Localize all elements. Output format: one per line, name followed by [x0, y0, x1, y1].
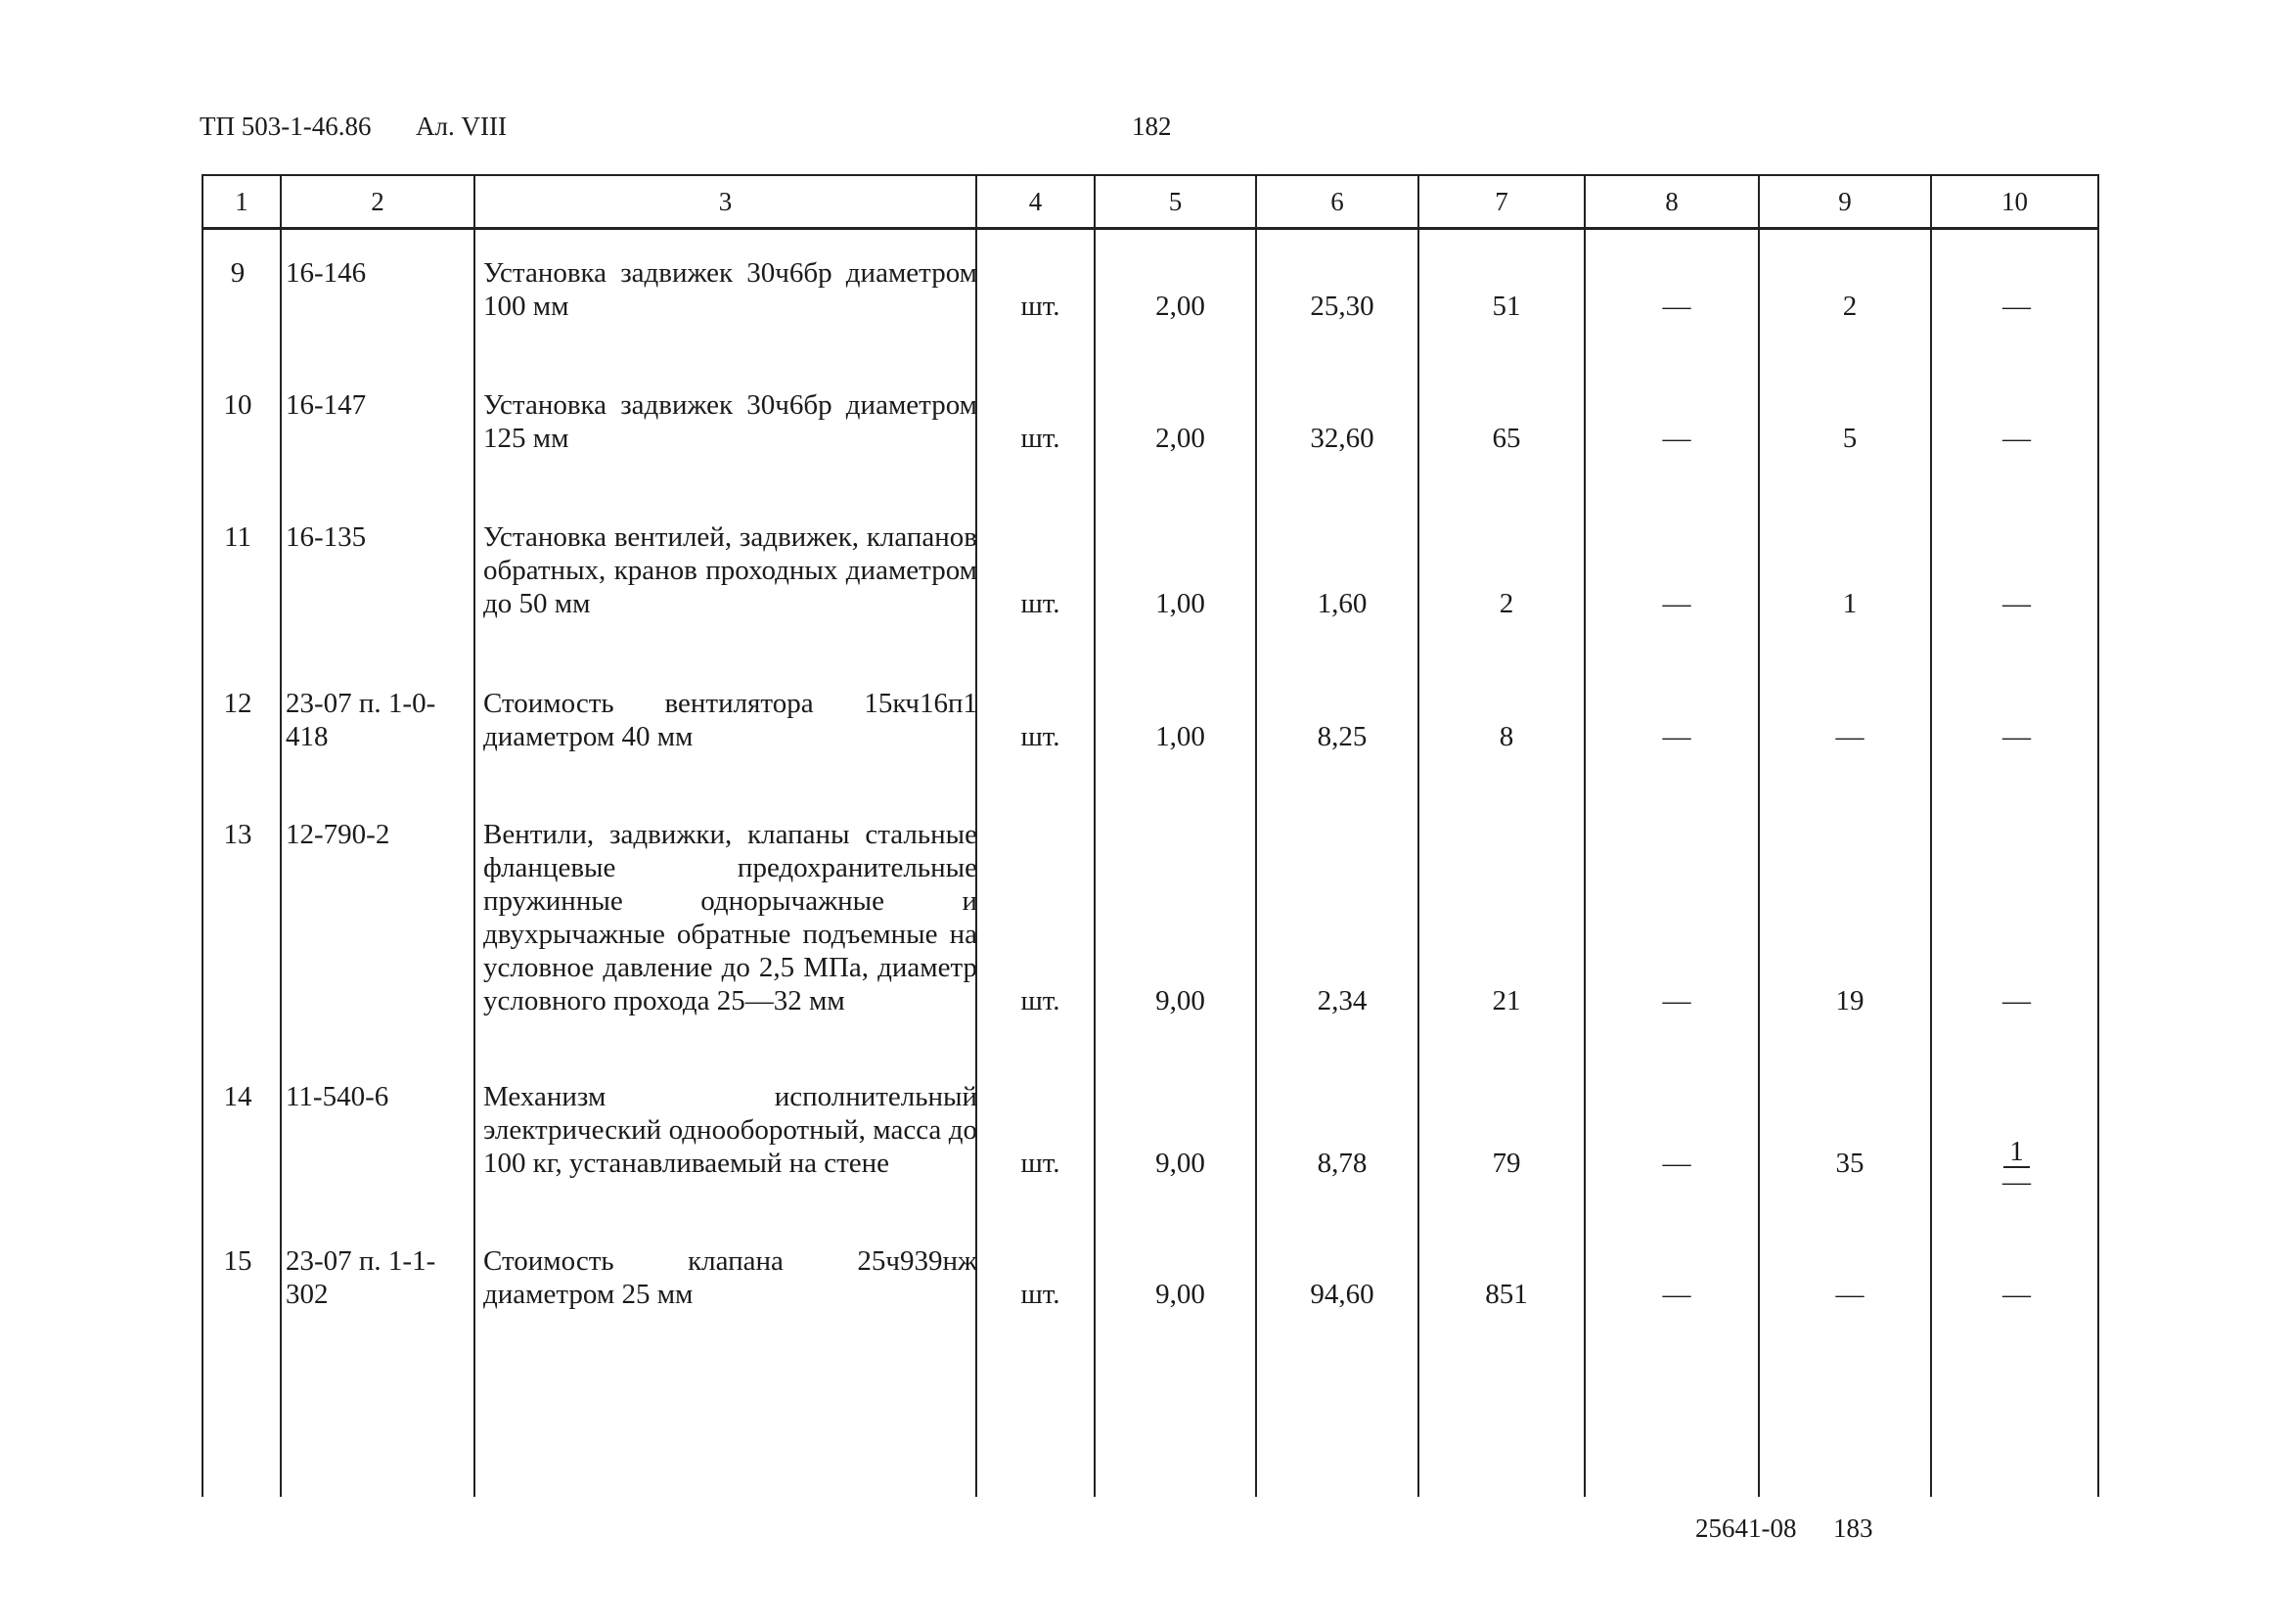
work-description: Установка задвижек 30ч6бр диаметром 100 мм [483, 257, 977, 322]
unit: шт. [1020, 588, 1060, 619]
quantity: 1,00 [1155, 588, 1205, 619]
column-header-row [202, 175, 2098, 229]
quantity: 9,00 [1155, 985, 1205, 1016]
column-8-value: — [1662, 721, 1691, 752]
column-9-value: 5 [1842, 423, 1858, 454]
total-cost: 51 [1492, 291, 1521, 322]
row-number: 12 [223, 688, 252, 719]
quantity: 1,00 [1155, 721, 1205, 752]
row-number: 11 [224, 521, 251, 553]
column-10-value: — [2002, 291, 2031, 322]
column-10-fraction [1936, 1135, 2097, 1195]
unit-cost: 1,60 [1317, 588, 1368, 619]
price-code: 16-147 [286, 389, 367, 421]
unit-cost: 8,25 [1317, 721, 1368, 752]
column-10-value: — [2002, 588, 2031, 619]
footer-page-number: 183 [1833, 1513, 1873, 1543]
price-code: 23-07 п. 1-0-418 [286, 688, 436, 752]
quantity: 9,00 [1155, 1148, 1205, 1179]
column-header: 10 [1931, 175, 2098, 229]
album-number: Ал. VIII [416, 112, 507, 141]
quantity: 2,00 [1155, 291, 1205, 322]
column-header: 8 [1585, 175, 1759, 229]
work-description: Стоимость клапана 25ч939нж диаметром 25 мм [483, 1245, 977, 1310]
column-9-value: 35 [1835, 1148, 1865, 1179]
work-description: Вентили, задвижки, клапаны стальные фланцевые предохранительные пружинные однорычажные и двухрычажные обратные подъемные на условное давление до 2,5 МПа, диаметр условного прохода 25—32 мм [483, 819, 977, 1016]
column-10-value: — [2002, 1279, 2031, 1310]
column-header: 9 [1759, 175, 1931, 229]
unit-cost: 25,30 [1310, 291, 1374, 322]
fraction-numerator: 1 [2003, 1137, 2030, 1168]
column-10-value: — [2002, 985, 2031, 1016]
column-header: 7 [1418, 175, 1585, 229]
table-body [202, 227, 2097, 1497]
column-header: 6 [1256, 175, 1418, 229]
unit-cost: 2,34 [1317, 985, 1368, 1016]
unit-cost: 32,60 [1310, 423, 1374, 454]
unit-cost: 8,78 [1317, 1148, 1368, 1179]
unit-cost: 94,60 [1310, 1279, 1374, 1310]
total-cost: 2 [1499, 588, 1514, 619]
work-description: Стоимость вентилятора 15кч16п1 диаметром 40 мм [483, 688, 977, 752]
price-code: 23-07 п. 1-1-302 [286, 1245, 436, 1310]
column-9-value: — [1835, 1279, 1865, 1310]
row-number: 10 [223, 389, 252, 421]
work-description: Установка задвижек 30ч6бр диаметром 125 мм [483, 389, 977, 454]
price-code: 16-135 [286, 521, 367, 553]
column-header: 3 [474, 175, 976, 229]
column-header: 1 [202, 175, 281, 229]
unit: шт. [1020, 1279, 1060, 1310]
page-number: 182 [1132, 112, 1172, 141]
price-code: 11-540-6 [286, 1081, 389, 1112]
column-header: 2 [281, 175, 474, 229]
unit: шт. [1020, 721, 1060, 752]
column-8-value: — [1662, 291, 1691, 322]
work-description: Механизм исполнительный электрический однооборотный, масса до 100 кг, устанавливаемый на стене [483, 1081, 977, 1179]
total-cost: 21 [1492, 985, 1521, 1016]
unit: шт. [1020, 985, 1060, 1016]
column-8-value: — [1662, 588, 1691, 619]
unit: шт. [1020, 423, 1060, 454]
column-header: 4 [976, 175, 1095, 229]
row-number: 13 [223, 819, 252, 850]
column-8-value: — [1662, 985, 1691, 1016]
quantity: 9,00 [1155, 1279, 1205, 1310]
column-9-value: 19 [1835, 985, 1865, 1016]
document-code: ТП 503-1-46.86 [200, 112, 372, 141]
column-10-value: — [2002, 423, 2031, 454]
total-cost: 65 [1492, 423, 1521, 454]
column-10-value: — [2002, 721, 2031, 752]
footer-document-number: 25641-08 [1695, 1513, 1797, 1543]
unit: шт. [1020, 1148, 1060, 1179]
total-cost: 8 [1499, 721, 1514, 752]
column-9-value: 2 [1842, 291, 1858, 322]
column-header: 5 [1095, 175, 1256, 229]
row-number: 9 [230, 257, 246, 289]
column-8-value: — [1662, 1279, 1691, 1310]
row-number: 15 [223, 1245, 252, 1277]
column-8-value: — [1662, 1148, 1691, 1179]
unit: шт. [1020, 291, 1060, 322]
column-9-value: 1 [1842, 588, 1858, 619]
work-description: Установка вентилей, задвижек, клапанов обратных, кранов проходных диаметром до 50 мм [483, 521, 977, 619]
total-cost: 79 [1492, 1148, 1521, 1179]
quantity: 2,00 [1155, 423, 1205, 454]
price-code: 16-146 [286, 257, 367, 289]
column-8-value: — [1662, 423, 1691, 454]
row-number: 14 [223, 1081, 252, 1112]
total-cost: 851 [1485, 1279, 1528, 1310]
price-code: 12-790-2 [286, 819, 390, 850]
column-9-value: — [1835, 721, 1865, 752]
fraction-denominator: — [2002, 1166, 2031, 1197]
